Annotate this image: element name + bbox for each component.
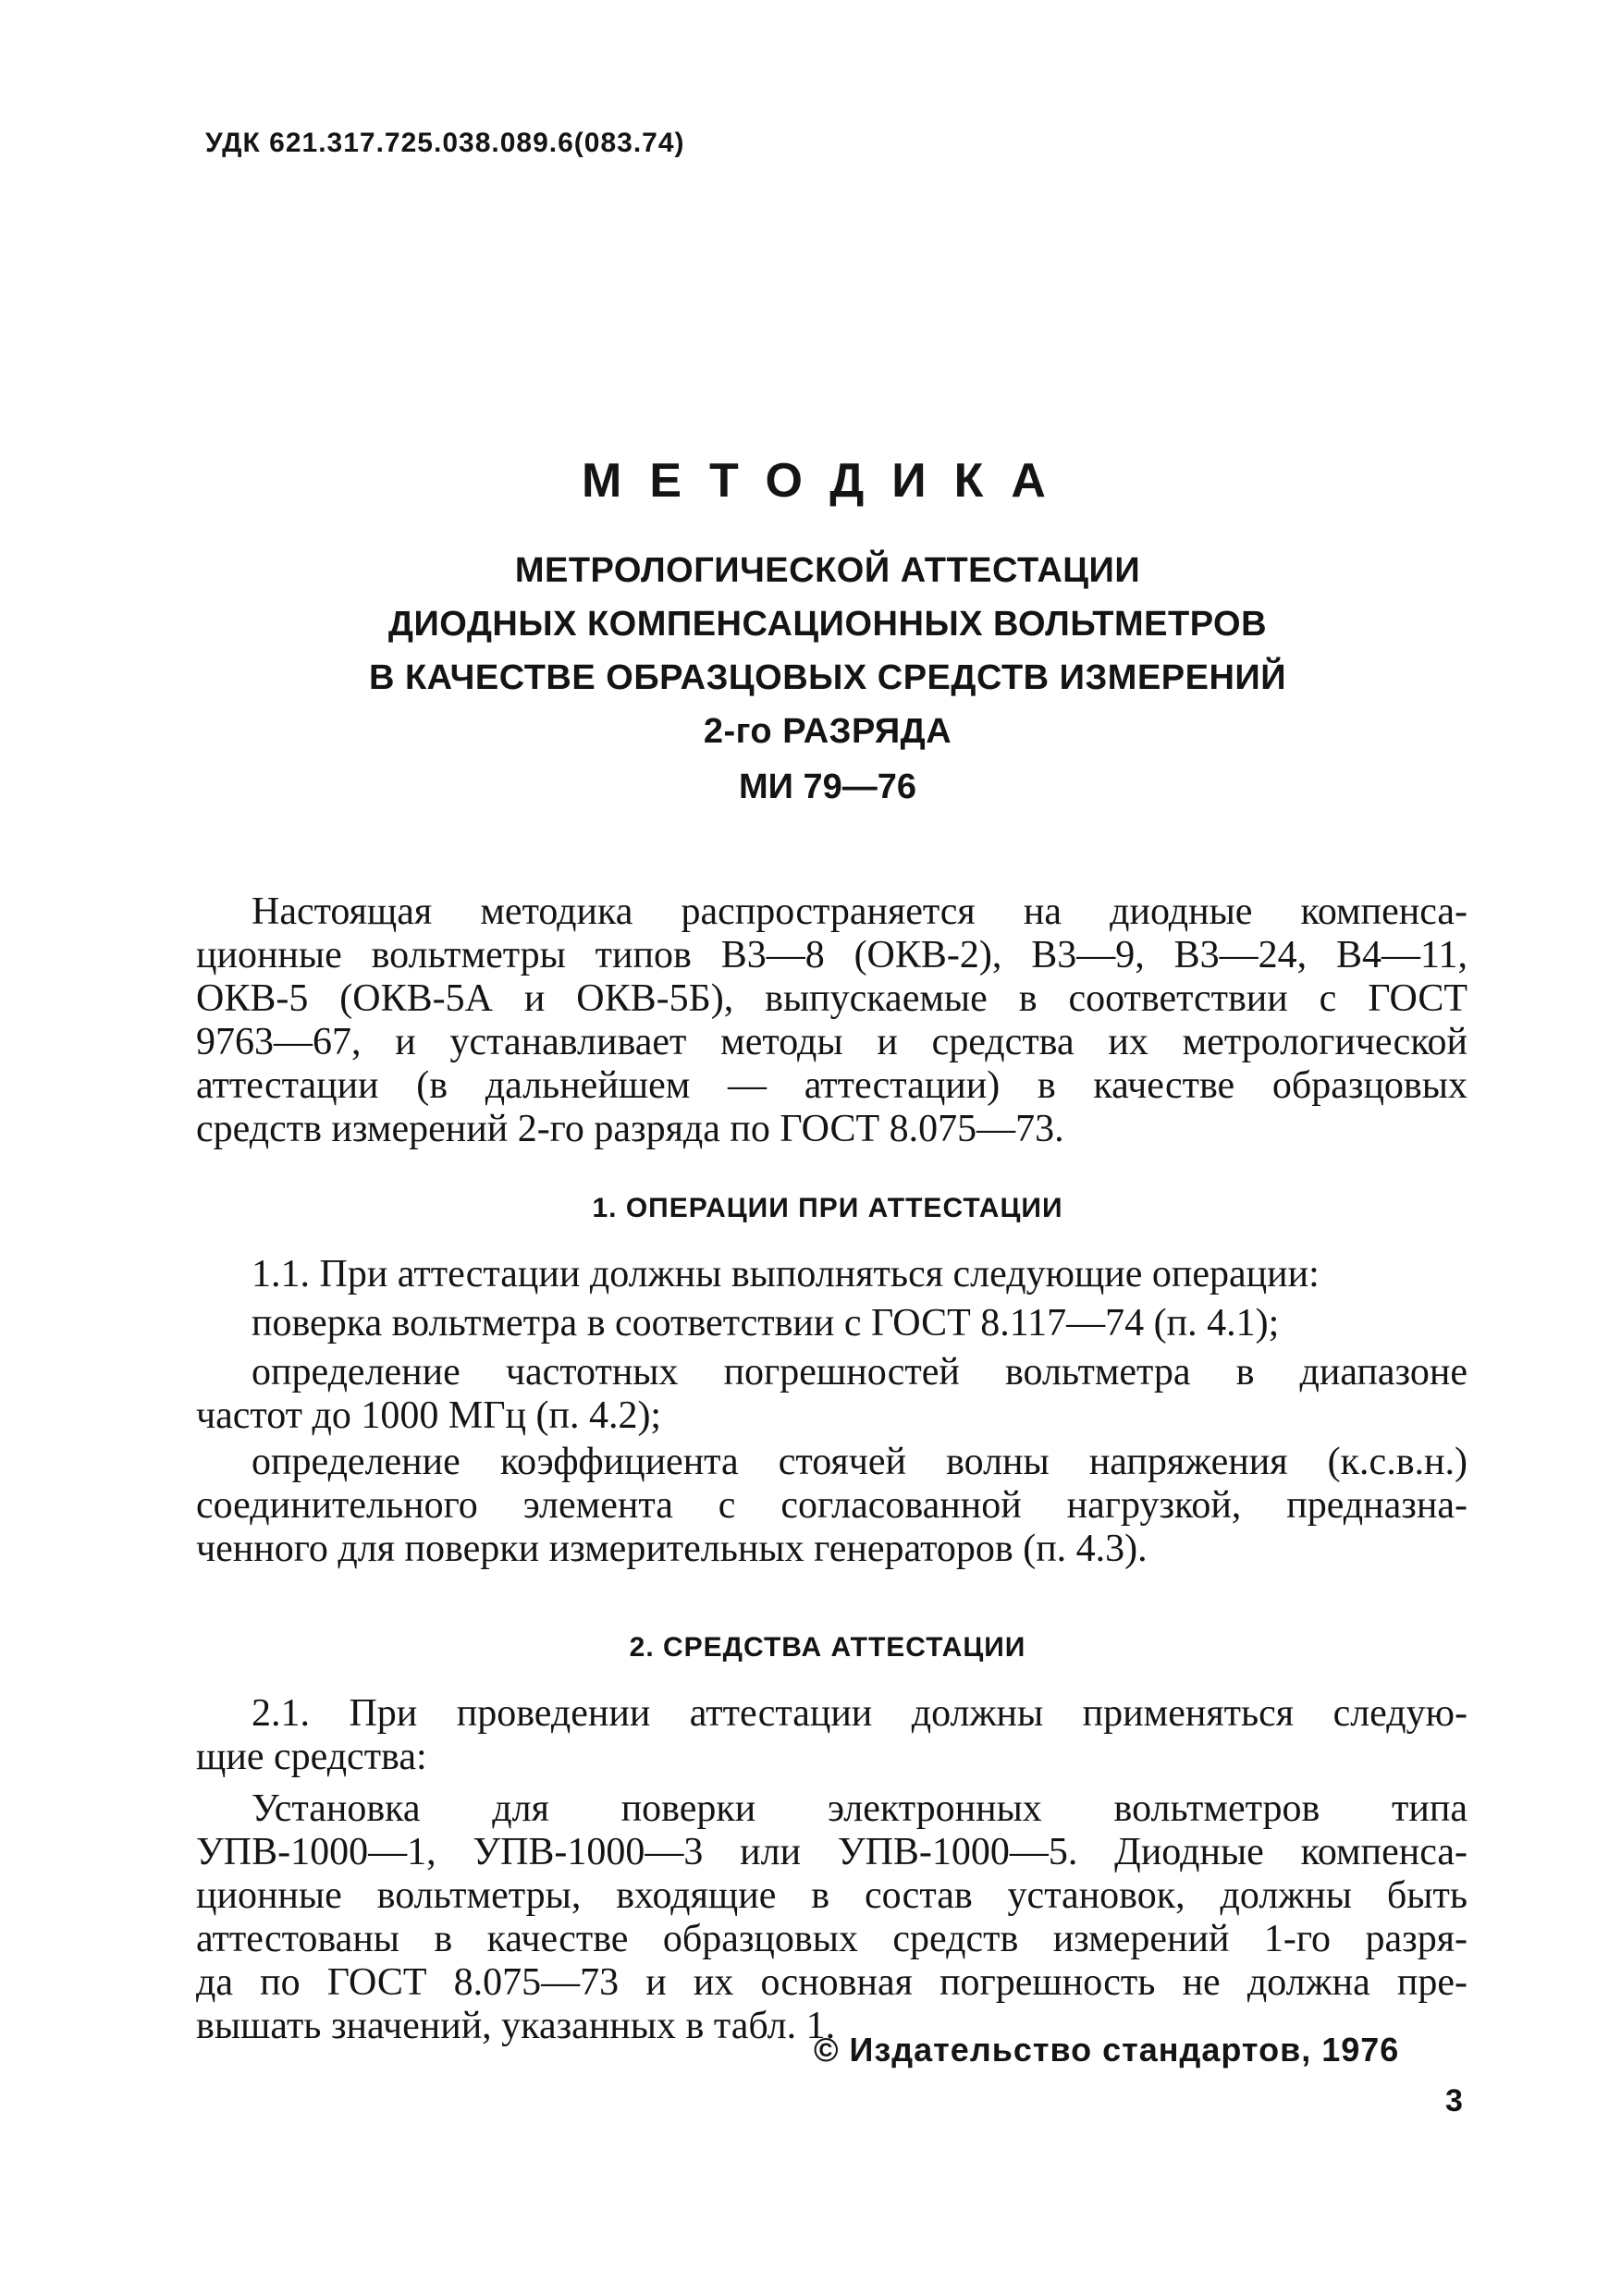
text-line: 1.1. При аттестации должны выполняться следующие операции: [252, 1253, 1320, 1295]
udk-code: УДК 621.317.725.038.089.6(083.74) [205, 128, 685, 158]
text-line: ОКВ-5 (ОКВ-5А и ОКВ-5Б), выпускаемые в соответствии с ГОСТ [196, 977, 1467, 1020]
document-code: МИ 79—76 [738, 767, 917, 806]
section-2-heading: 2. СРЕДСТВА АТТЕСТАЦИИ [629, 1632, 1026, 1663]
text-line: Настоящая методика распространяется на диодные компенса- [252, 890, 1467, 933]
item-2-1 [196, 1692, 1467, 1779]
operation-1 [196, 1302, 1467, 1345]
equipment-paragraph [196, 1787, 1467, 2048]
text-line: ционные вольтметры типов В3—8 (ОКВ-2), В3—9, В3—24, В4—11, [196, 934, 1467, 976]
subtitle-line: ДИОДНЫХ КОМПЕНСАЦИОННЫХ ВОЛЬТМЕТРОВ [387, 605, 1268, 644]
section-1-heading: 1. ОПЕРАЦИИ ПРИ АТТЕСТАЦИИ [592, 1193, 1063, 1223]
document-subtitle [0, 544, 1621, 758]
text-line: 2.1. При проведении аттестации должны применяться следую- [252, 1692, 1467, 1735]
operation-3 [196, 1441, 1467, 1571]
subtitle-line: МЕТРОЛОГИЧЕСКОЙ АТТЕСТАЦИИ [514, 551, 1141, 590]
text-line: щие средства: [196, 1736, 427, 1778]
text-line: соединительного элемента с согласованной нагрузкой, предназна- [196, 1484, 1467, 1527]
section-1-body [196, 1253, 1467, 1296]
text-line: средств измерений 2-го разряда по ГОСТ 8.075—73. [196, 1108, 1064, 1150]
text-line: частот до 1000 МГц (п. 4.2); [196, 1394, 662, 1437]
text-line: 9763—67, и устанавливает методы и средства их метрологической [196, 1021, 1467, 1063]
intro-paragraph [196, 890, 1467, 1151]
text-line: определение частотных погрешностей вольтметра в диапазоне [252, 1351, 1467, 1394]
text-line: да по ГОСТ 8.075—73 и их основная погрешность не должна пре- [196, 1961, 1467, 2004]
text-line: аттестации (в дальнейшем — аттестации) в качестве образцовых [196, 1064, 1467, 1107]
text-line: определение коэффициента стоячей волны напряжения (к.с.в.н.) [252, 1441, 1467, 1483]
text-line: УПВ-1000—1, УПВ-1000—3 или УПВ-1000—5. Диодные компенса- [196, 1831, 1467, 1873]
text-line: ционные вольтметры, входящие в состав установок, должны быть [196, 1874, 1467, 1917]
text-line: аттестованы в качестве образцовых средств измерений 1-го разря- [196, 1918, 1467, 1960]
subtitle-line: В КАЧЕСТВЕ ОБРАЗЦОВЫХ СРЕДСТВ ИЗМЕРЕНИЙ [368, 658, 1287, 697]
text-line: Установка для поверки электронных вольтметров типа [252, 1787, 1467, 1830]
text-line: вышать значений, указанных в табл. 1. [196, 2005, 836, 2047]
operation-2 [196, 1351, 1467, 1438]
text-line: ченного для поверки измерительных генераторов (п. 4.3). [196, 1528, 1148, 1570]
copyright-notice: © Издательство стандартов, 1976 [814, 2031, 1400, 2069]
document-title: МЕТОДИКА [582, 454, 1074, 508]
text-line: поверка вольтметра в соответствии с ГОСТ 8.117—74 (п. 4.1); [252, 1302, 1280, 1344]
subtitle-line: 2-го РАЗРЯДА [703, 712, 952, 751]
page-number: 3 [1445, 2083, 1463, 2118]
